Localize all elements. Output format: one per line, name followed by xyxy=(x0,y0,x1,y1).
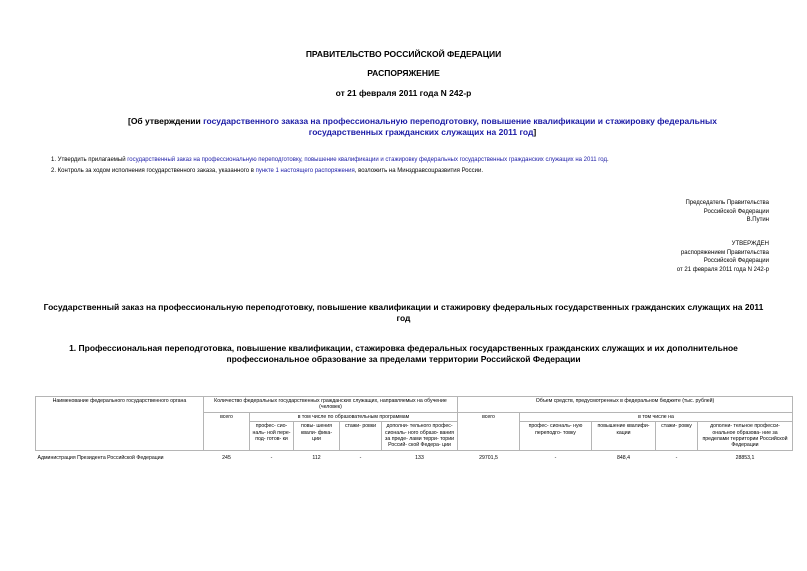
row-funds-retraining: - xyxy=(554,454,557,461)
table-row xyxy=(36,450,793,462)
item-1-end: . xyxy=(606,157,609,163)
sub-count-abroad: дополни- тельного профес- сиональ- ного образо- вания за преде- лами терри- тории Россий- ской Федера- ции xyxy=(382,422,458,451)
approval-line-4: от 21 февраля 2011 года N 242-р xyxy=(676,266,769,273)
government-name: ПРАВИТЕЛЬСТВО РОССИЙСКОЙ ФЕДЕРАЦИИ xyxy=(305,49,502,59)
signature-block xyxy=(569,199,769,225)
header-count-total: всего xyxy=(204,412,250,450)
row-funds-total: 29701,5 xyxy=(479,454,498,461)
row-funds-qualification: 848,4 xyxy=(617,454,630,461)
sub-count-retraining: профес- сио- наль- ной пере- под- готов- ки xyxy=(250,422,294,451)
header-org: Наименование федерального государственного органа xyxy=(36,397,204,451)
row-org: Администрация Президента Российской Федерации xyxy=(37,454,164,461)
row-funds-abroad: 28853,1 xyxy=(735,454,755,461)
header-incl-programs: в том числе по образовательным программам xyxy=(250,412,458,421)
signature-line-3: В.Путин xyxy=(746,217,769,223)
document-title xyxy=(90,116,755,138)
item-2-end: , возложить на Минздравсоцразвития России. xyxy=(354,168,484,174)
title-suffix: ] xyxy=(533,127,537,137)
document-date-number: от 21 февраля 2011 года N 242-р xyxy=(335,88,472,98)
sub-funds-abroad: дополни- тельное професси- ональное образова- ние за пределами территории Российской Федерации xyxy=(698,422,793,451)
sub-count-internship: стажи- ровки xyxy=(340,422,382,451)
order-title: Государственный заказ на профессиональную переподготовку, повышение квалификации и стажировку федеральных государственных гражданских служащих на 2011 год xyxy=(43,302,764,323)
header-count: Количество федеральных государственных гражданских служащих, направляемых на обучение (человек) xyxy=(204,397,458,413)
row-retraining: - xyxy=(270,454,273,461)
sub-funds-qualification: повышение квалифи- кации xyxy=(592,422,656,451)
row-funds-internship: - xyxy=(675,454,678,461)
title-prefix: [Об утверждении xyxy=(127,116,204,126)
item-2-text: 2. Контроль за ходом исполнения государственного заказа, указанного в xyxy=(51,168,256,174)
signature-line-2: Российской Федерации xyxy=(703,208,769,215)
signature-line-1: Председатель Правительства xyxy=(685,200,769,206)
sub-count-qualification: повы- шения квали- фика- ции xyxy=(294,422,340,451)
section-title: 1. Профессиональная переподготовка, повышение квалификации, стажировка федеральных государственных гражданских служащих и их дополнительное профессиональное образование за пределами территории Российской Федерации xyxy=(69,343,738,364)
sub-funds-retraining: профес- сиональ- ную переподго- товку xyxy=(520,422,592,451)
header-funds-total: всего xyxy=(458,412,520,450)
item-1-text: 1. Утвердить прилагаемый xyxy=(51,157,128,163)
header-funds: Объем средств, предусмотренных в федеральном бюджете (тыс. рублей) xyxy=(458,397,793,413)
approval-line-1: УТВЕРЖДЕН xyxy=(731,241,769,247)
row-abroad: 133 xyxy=(415,454,424,461)
document-type: РАСПОРЯЖЕНИЕ xyxy=(367,68,440,78)
item-1 xyxy=(51,156,791,165)
order-table xyxy=(35,396,793,462)
item-2 xyxy=(51,167,791,176)
row-qualification: 112 xyxy=(312,454,321,461)
approval-line-3: Российской Федерации xyxy=(703,258,769,264)
item-2-link[interactable]: пункте 1 настоящего распоряжения xyxy=(255,168,355,174)
table-header-row-1 xyxy=(36,397,793,413)
header-incl: в том числе на xyxy=(520,412,793,421)
title-link[interactable]: государственного заказа на профессиональную переподготовку, повышение квалификации и стажировку федеральных государственных гражданских служащих на 2011 год xyxy=(203,116,718,137)
approval-block xyxy=(569,240,769,274)
row-total: 245 xyxy=(222,454,231,461)
row-internship: - xyxy=(359,454,362,461)
sub-funds-internship: стажи- ровку xyxy=(656,422,698,451)
item-1-link[interactable]: государственный заказ на профессиональную переподготовку, повышение квалификации и стажировку федеральных государственных гражданских служащих на 2011 год xyxy=(127,157,607,163)
approval-line-2: распоряжением Правительства xyxy=(680,249,769,256)
